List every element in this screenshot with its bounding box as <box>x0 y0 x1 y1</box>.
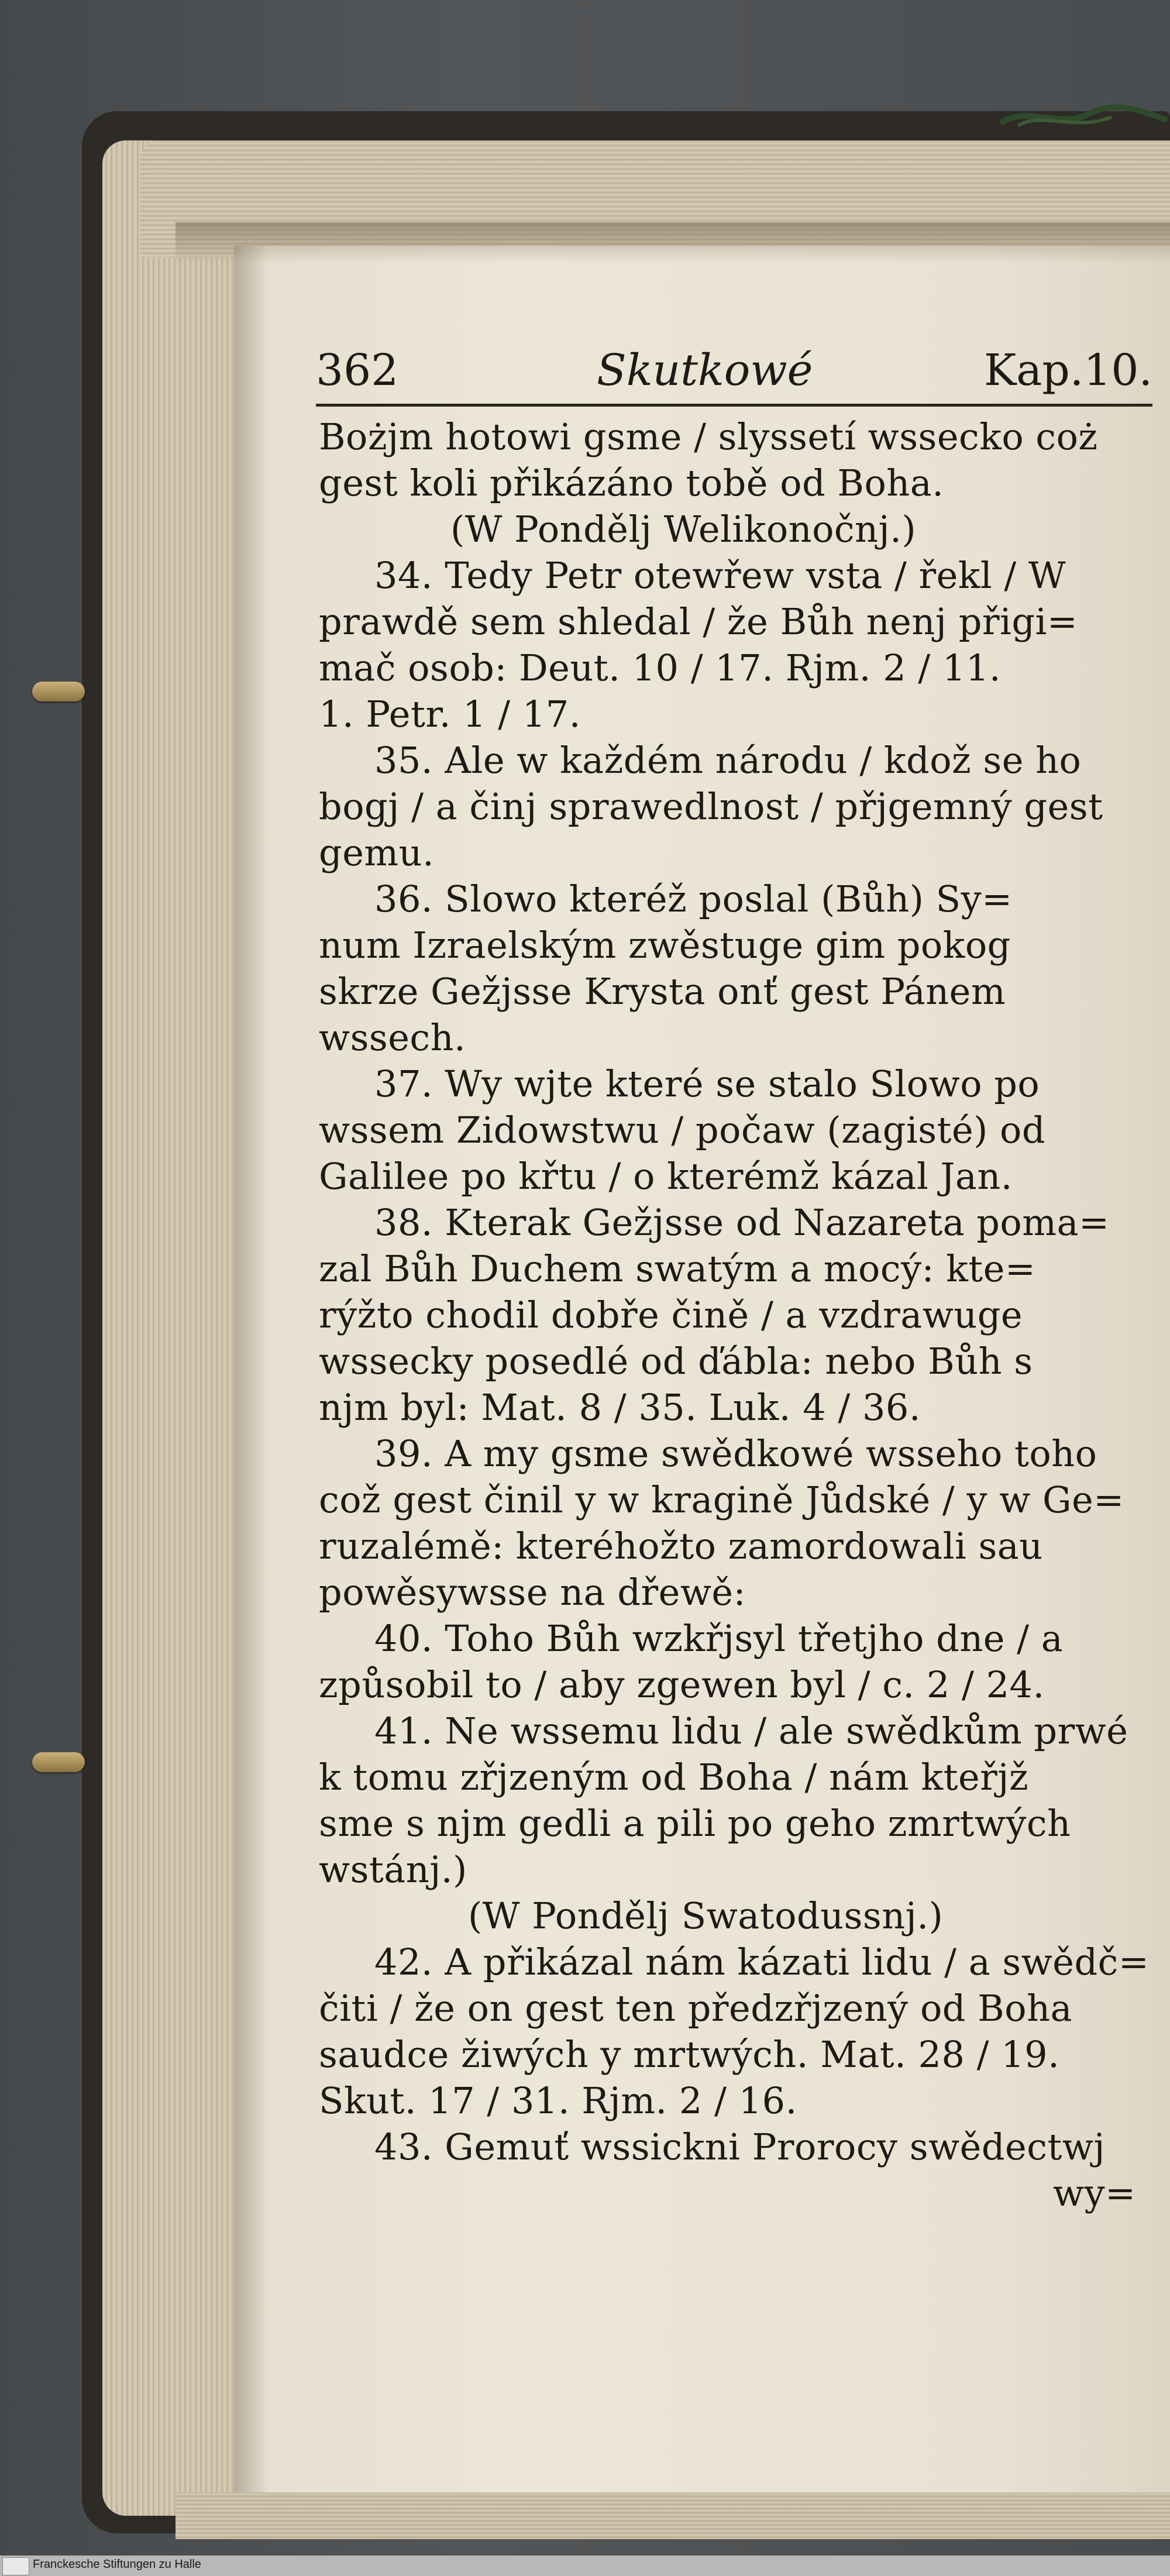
text-line: njm byl: Mat. 8 / 35. Luk. 4 / 36. <box>319 1386 921 1429</box>
text-line: skrze Gežjsse Krysta onť gest Pánem <box>319 970 1006 1013</box>
text-line: k tomu zřjzeným od Boha / nám kteřjž <box>319 1756 1029 1798</box>
page-edges-left <box>102 140 254 2516</box>
text-line: wstánj.) <box>319 1848 467 1891</box>
institution-logo-icon <box>2 2557 29 2575</box>
verse-line: 36. Slowo kteréž poslal (Bůh) Sy= <box>374 878 1013 920</box>
section-heading: (W Pondělj Swatodussnj.) <box>468 1894 944 1937</box>
verse-line: 42. A přikázal nám kázati lidu / a swědč= <box>374 1941 1150 1983</box>
section-heading: (W Pondělj Welikonočnj.) <box>450 508 917 551</box>
page-header <box>316 345 1152 410</box>
verse-line: 38. Kterak Gežjsse od Nazareta poma= <box>374 1201 1110 1244</box>
text-line: Galilee po křtu / o kterémž kázal Jan. <box>319 1155 1013 1198</box>
verse-line: 37. Wy wjte které se stalo Slowo po <box>374 1062 1040 1105</box>
text-line: což gest činil y w kragině Jůdské / y w Ge= <box>319 1478 1124 1521</box>
running-title: Skutkowé <box>597 345 813 395</box>
verse-line: 41. Ne wssemu lidu / ale swědkům prwé <box>374 1710 1128 1752</box>
text-line: Skut. 17 / 31. Rjm. 2 / 16. <box>319 2079 797 2122</box>
text-line: powěsywsse na dřewě: <box>319 1571 746 1614</box>
page-number: 362 <box>316 345 399 395</box>
text-line: rýžto chodil dobře čině / a vzdrawuge <box>319 1294 1023 1336</box>
verse-line: 34. Tedy Petr otewřew vsta / řekl / W <box>374 554 1066 597</box>
text-line: Bożjm hotowi gsme / slyssetí wssecko coż <box>319 415 1098 458</box>
page-gutter-shadow <box>234 246 269 2516</box>
page-edges-bottom <box>176 2492 1170 2539</box>
text-line: 1. Petr. 1 / 17. <box>319 693 581 735</box>
text-line: gest koli přikázáno tobě od Boha. <box>319 462 944 504</box>
text-line: mač osob: Deut. 10 / 17. Rjm. 2 / 11. <box>319 646 1002 689</box>
text-line: zal Bůh Duchem swatým a mocý: kte= <box>319 1247 1036 1290</box>
bookmark-thread <box>994 99 1170 135</box>
text-line: sme s njm gedli a pili po geho zmrtwých <box>319 1802 1071 1845</box>
text-line: wssem Zidowstwu / počaw (zagisté) od <box>319 1109 1046 1151</box>
text-line: wssech. <box>319 1016 466 1059</box>
text-line: způsobil to / aby zgewen byl / c. 2 / 24. <box>319 1663 1045 1706</box>
chapter-label: Kap.10. <box>984 345 1152 395</box>
header-rule <box>316 404 1152 407</box>
clasp-pin-bottom <box>32 1752 85 1772</box>
verse-line: 43. Gemuť wssickni Prorocy swědectwj <box>374 2126 1106 2168</box>
verse-line: 35. Ale w každém národu / kdož se ho <box>374 739 1082 782</box>
page-top-shadow <box>176 222 1170 263</box>
verse-line: 40. Toho Bůh wzkřjsyl třetjho dne / a <box>374 1617 1064 1660</box>
text-line: gemu. <box>319 831 435 874</box>
text-line: wssecky posedlé od ďábla: nebo Bůh s <box>319 1340 1033 1382</box>
clasp-pin-top <box>32 682 85 701</box>
text-line: čiti / že on gest ten předzřjzený od Boha <box>319 1987 1072 2030</box>
text-line: bogj / a činj sprawedlnost / přjgemný gest <box>319 785 1103 828</box>
catchword: wy= <box>1053 2172 1136 2214</box>
footer-institution: Franckesche Stiftungen zu Halle <box>33 2558 201 2571</box>
text-line: num Izraelským zwěstuge gim pokog <box>319 924 1011 967</box>
text-line: prawdě sem shledal / že Bůh nenj přigi= <box>319 600 1078 643</box>
text-line: ruzalémě: kteréhožto zamordowali sau <box>319 1525 1043 1567</box>
text-line: saudce žiwých y mrtwých. Mat. 28 / 19. <box>319 2033 1060 2076</box>
verse-line: 39. A my gsme swědkowé wsseho toho <box>374 1432 1097 1475</box>
